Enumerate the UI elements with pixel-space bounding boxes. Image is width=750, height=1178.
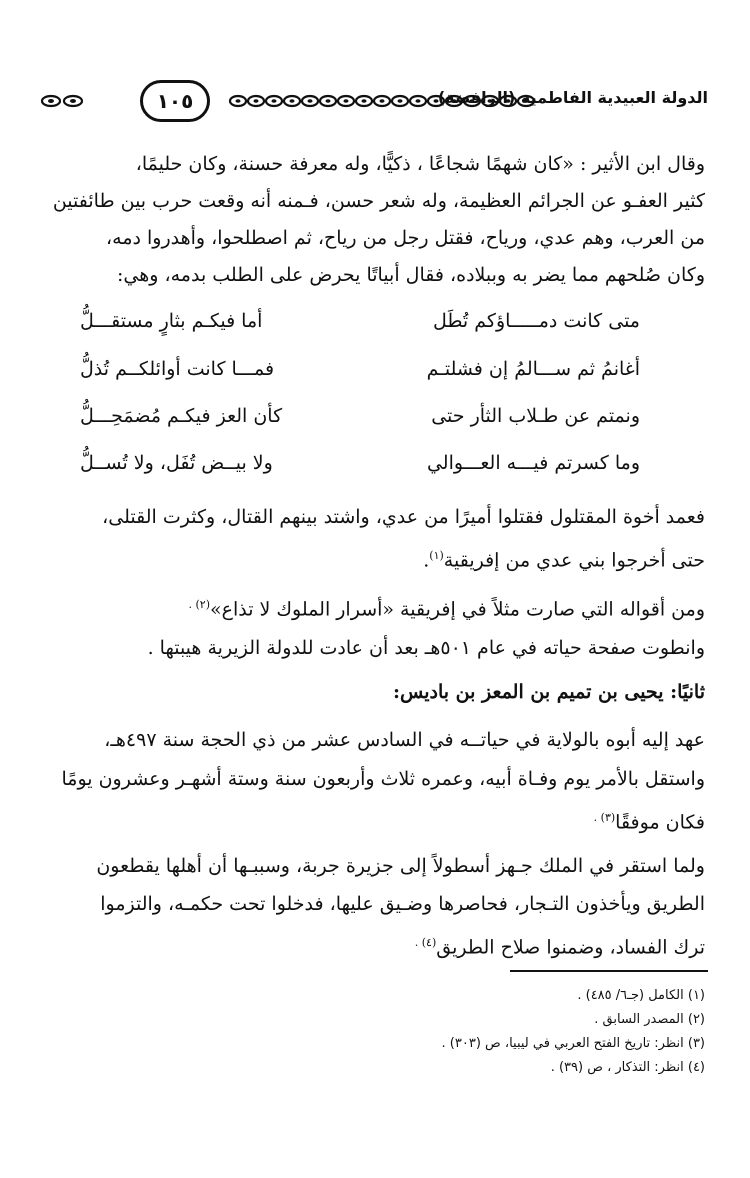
footnote: (٢) المصدر السابق .: [594, 1012, 705, 1027]
footnote-ref: (٣) .: [593, 811, 616, 824]
footnote-divider: [510, 970, 708, 972]
text-line: ولما استقر في الملك جـهز أسطولاً إلى جزيرة جربة، وسببـها أن أهلها يقطعون: [96, 855, 705, 877]
verse-row: [80, 452, 640, 500]
text-line: الطريق ويأخذون التـجار، فحاصرها وضـيق عليها، فدخلوا تحت حكمـه، والتزموا: [100, 893, 705, 915]
verse-second-hemistich: كأن العز فيكـم مُضمَحِـــلُّ: [80, 405, 283, 427]
text-line: [43, 537, 705, 579]
verse-first-hemistich: وما كسرتم فيـــه العـــوالي: [426, 452, 640, 474]
verse-row: [80, 405, 640, 453]
verse-first-hemistich: متى كانت دمـــــاؤكم تُطَل: [432, 310, 640, 332]
text-line: كثير العفـو عن الجرائم العظيمة، وله شعر حسن، فـمنه أنه وقعت حرب بين طائفتين: [52, 190, 705, 212]
text-line-body: ترك الفساد، وضمنوا صلاح الطريق: [436, 936, 705, 959]
footnote: (٣) انظر: تاريخ الفتح العربي في ليبيا، ص (٣٠٣) .: [441, 1036, 705, 1051]
verse-second-hemistich: فمـــا كانت أوائلكــم تُذلُّ: [80, 358, 275, 380]
period: .: [423, 549, 430, 572]
text-line: عهد إليه أبوه بالولاية في حياتــه في السادس عشر من ذي الحجة سنة ٤٩٧هـ،: [104, 729, 705, 751]
running-title: الدولة العبيدية الفاطمية (الرافضة): [437, 88, 708, 107]
text-line: [43, 586, 705, 628]
text-line: وكان صُلحهم مما يضر به وببلاده، فقال أبياتًا يحرض على الطلب بدمه، وهي:: [117, 264, 705, 286]
text-line: وانطوت صفحة حياته في عام ٥٠١هـ بعد أن عادت للدولة الزيرية هيبتها .: [147, 637, 705, 659]
footnote: (١) الكامل (جـ٦/ ٤٨٥) .: [577, 988, 705, 1003]
text-line-body: فكان موفقًا: [615, 811, 705, 834]
verse-second-hemistich: أما فيكـم بثارٍ مستقـــلُّ: [80, 310, 263, 332]
text-line: وقال ابن الأثير : «كان شهمًا شجاعًا ، ذكيًّا، وله معرفة حسنة، وكان حليمًا،: [135, 153, 705, 175]
verse-row: [80, 310, 640, 358]
text-line: فعمد أخوة المقتلول فقتلوا أميرًا من عدي، واشتد بينهم القتال، وكثرت القتلى،: [102, 506, 705, 528]
footnote-ref: (٤) .: [414, 936, 437, 949]
verse-row: [80, 358, 640, 406]
verse-first-hemistich: أغانمُ ثم ســـالمُ إن فشلتـم: [426, 358, 640, 380]
page-header: [40, 78, 708, 128]
text-line-body: ومن أقواله التي صارت مثلاً في إفريقية «أسرار الملوك لا تذاع»: [209, 598, 705, 621]
footnote-ref: (٢) .: [188, 598, 210, 611]
page-number: ١٠٥: [140, 80, 210, 122]
verse-second-hemistich: ولا بيــض تُفَل، ولا تُســلُّ: [80, 452, 273, 474]
text-line: من العرب، وهم عدي، ورياح، فقتل رجل من رياح، ثم اصطلحوا، وأهدروا دمه،: [106, 227, 705, 249]
text-line: [43, 799, 705, 841]
footnote: (٤) انظر: التذكار ، ص (٣٩) .: [550, 1060, 705, 1075]
footnote-ref: (١): [429, 549, 444, 562]
text-line: [43, 924, 705, 966]
ornament-left-icon: [40, 94, 86, 108]
section-heading: ثانيًا: يحيى بن تميم بن المعز بن باديس:: [393, 681, 705, 703]
verse-first-hemistich: ونمتم عن طـلاب الثأر حتى: [431, 405, 640, 427]
text-line: واستقل بالأمر يوم وفـاة أبيه، وعمره ثلاث وأربعون سنة وستة أشهـر وعشرون يومًا: [61, 768, 705, 790]
text-line-body: حتى أخرجوا بني عدي من إفريقية: [443, 549, 705, 572]
